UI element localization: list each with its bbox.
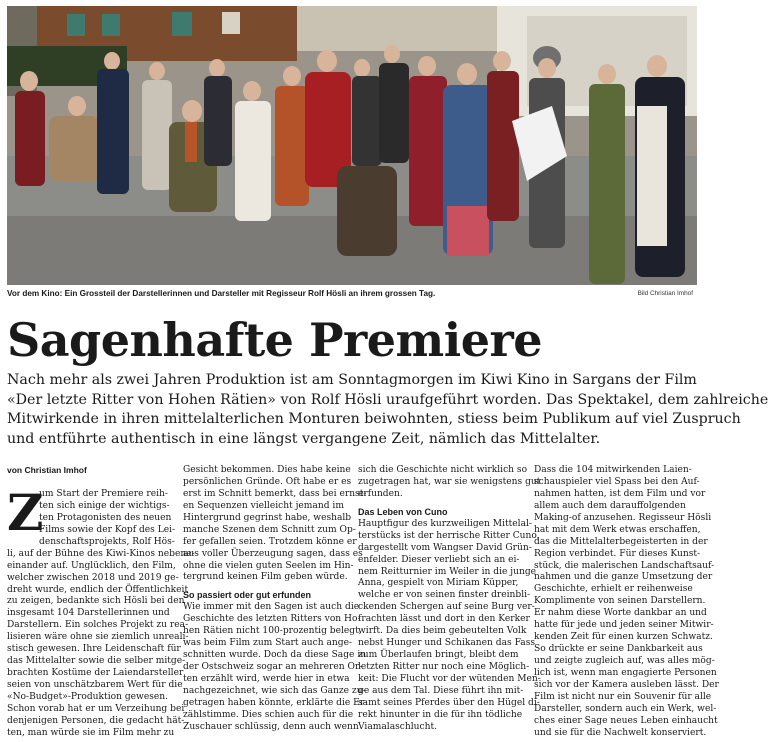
text-line: Dass die 104 mitwirkenden Laien- xyxy=(534,465,692,475)
text-line: zum Überlaufen bringt, bleibt dem xyxy=(358,650,519,661)
text-line: persönlichen Gründe. Oft habe er es xyxy=(183,476,352,487)
text-line: nem Reitturnier im Weiler in die junge xyxy=(358,566,537,577)
text-line: hat mit dem Werk etwas erschaffen, xyxy=(534,524,701,535)
text-line: nebst Hunger und Schikanen das Fass xyxy=(358,638,536,649)
lead-line: und entführte authentisch in eine längst vergangene Zeit, nämlich das Mittelalter. xyxy=(7,430,601,447)
text-line: was beim Film zum Start auch ange- xyxy=(183,638,353,649)
text-line: Geschichte des letzten Ritters von Ho- xyxy=(183,614,361,625)
text-line: Schon vorab hat er um Verzeihung bei xyxy=(7,703,185,714)
text-line: Wie immer mit den Sagen ist auch die xyxy=(183,602,360,613)
text-line: Er nahm diese Worte dankbar an und xyxy=(534,608,707,619)
text-line: ten erzählt wird, werde hier in etwa xyxy=(183,673,350,684)
text-line: rekt hinunter in die für ihn tödliche xyxy=(358,709,523,720)
text-line: tergrund keinen Film geben würde. xyxy=(183,572,348,583)
text-line: hatte für jede und jeden seiner Mitwir- xyxy=(534,620,714,631)
article-headline: Sagenhafte Premiere xyxy=(7,313,542,367)
text-line: dreht wurde, endlich der Öffentlichkeit xyxy=(7,584,189,595)
text-line: nachgezeichnet, wie sich das Ganze zu- xyxy=(183,685,366,696)
text-line: stück, die malerischen Landschaftsauf- xyxy=(534,560,715,571)
article-column-1 xyxy=(7,483,195,740)
text-line: welcher zwischen 2018 und 2019 ge- xyxy=(7,572,179,583)
article-column-2 xyxy=(183,465,368,734)
text-line: terstücks ist der herrische Ritter Cuno, xyxy=(358,530,540,541)
text-line: zugetragen hat, war sie wenigstens gut xyxy=(358,476,541,487)
text-line: zählstimme. Dies schien auch für die xyxy=(183,709,354,720)
text-line: und sie für die Nachwelt konserviert. xyxy=(534,727,707,738)
text-line: So drückte er seine Dankbarkeit aus xyxy=(534,644,703,655)
text-line: enfelder. Dieser verliebt sich an ei- xyxy=(358,554,520,565)
text-line: Region verbindet. Für dieses Kunst- xyxy=(534,548,701,559)
text-line: nahmen und die ganze Umsetzung der xyxy=(534,572,713,583)
drop-cap: Z xyxy=(7,483,44,542)
text-line: aus voller Überzeugung sagen, dass es xyxy=(183,548,363,559)
photo-credit: Bild Christian Imhof xyxy=(637,290,693,297)
text-line: der Ostschweiz sogar an mehreren Or- xyxy=(183,662,363,672)
text-line: ohne die vielen guten Seelen im Hin- xyxy=(183,560,354,571)
text-line: denschaftsprojekts, Rolf Hös- xyxy=(39,536,175,547)
text-line: getragen haben könnte, erklärte die Er- xyxy=(183,697,368,708)
text-line: ten Protagonisten des neuen xyxy=(39,512,172,523)
text-line: fer gefallen seien. Trotzdem könne er xyxy=(183,536,357,547)
text-line: frachten lässt und dort in den Kerker xyxy=(358,614,530,625)
text-line: Darsteller, sondern auch ein Werk, wel- xyxy=(534,703,717,714)
text-line: lisieren wäre ohne sie ziemlich unreali- xyxy=(7,632,189,643)
text-line: stisch gewesen. Ihre Leidenschaft für xyxy=(7,644,181,655)
text-line: «No-Budget»-Produktion gewesen. xyxy=(7,691,169,702)
text-line: Film ist nicht nur ein Souvenir für alle xyxy=(534,691,712,702)
text-line: sich vor der Kamera ausleben lässt. Der xyxy=(534,679,719,690)
text-line: Komplimente von seinen Darstellern. xyxy=(534,596,706,607)
text-line: Zuschauer schlüssig, denn auch wenn xyxy=(183,721,359,732)
photo-caption: Vor dem Kino: Ein Grossteil der Darstellerinnen und Darsteller mit Regisseur Rolf Hösli an ihrem grossen Tag. xyxy=(7,289,436,298)
text-line: samt seines Pferdes über den Hügel di- xyxy=(358,697,540,708)
text-line: Making-of anzusehen. Regisseur Hösli xyxy=(534,512,712,523)
text-line: einander auf. Unglücklich, den Film, xyxy=(7,560,176,571)
text-line: denjenigen Personen, die gedacht hät- xyxy=(7,715,185,726)
subheading-so-passiert: So passiert oder gut erfunden xyxy=(183,590,312,601)
text-line: erfunden. xyxy=(358,488,403,499)
byline: von Christian Imhof xyxy=(7,465,87,475)
lead-line: Mitwirkende in ihren mittelalterlichen Monturen beiwohnten, stiess beim Publikum auf viel Zuspruch xyxy=(7,411,741,427)
text-line: das Mittelalter sowie die selber mitge- xyxy=(7,656,186,667)
text-line: manche Szenen dem Schnitt zum Op- xyxy=(183,524,356,535)
text-line: letzten Ritter nur noch eine Möglich- xyxy=(358,662,530,672)
text-line: kenden Zeit für einen kurzen Schwatz. xyxy=(534,632,713,643)
text-line: brachten Kostüme der Laiendarsteller xyxy=(7,668,184,679)
text-line: insgesamt 104 Darstellerinnen und xyxy=(7,608,170,619)
text-line: schauspieler viel Spass bei den Auf- xyxy=(534,476,700,487)
text-line: welche er von seinen finster dreinbli- xyxy=(358,590,531,601)
lead-line: Nach mehr als zwei Jahren Produktion ist am Sonntagmorgen im Kiwi Kino in Sargans der Film xyxy=(7,372,697,388)
text-line: lich ist, wenn man engagierte Personen xyxy=(534,667,717,678)
text-line: Anna, gespielt von Miriam Küpper, xyxy=(358,578,519,589)
text-line: seien von unschätzbarem Wert für die xyxy=(7,680,183,690)
text-line: erst im Schnitt bemerkt, dass bei ernst- xyxy=(183,488,367,499)
text-line: das die Mittelalterbegeisterten in der xyxy=(534,536,708,547)
text-line: li, auf der Bühne des Kiwi-Kinos nebene- xyxy=(7,548,195,559)
subheading-leben-von-cuno: Das Leben von Cuno xyxy=(358,506,448,517)
text-line: Hintergrund gegrinst habe, weshalb xyxy=(183,512,352,523)
article-lead xyxy=(7,371,768,449)
text-line: en Sequenzen vielleicht jemand im xyxy=(183,500,344,511)
group-photo xyxy=(7,6,697,285)
text-line: Viamalaschlucht. xyxy=(358,721,437,732)
text-line: Gesicht bekommen. Dies habe keine xyxy=(183,465,351,475)
article-column-4 xyxy=(534,465,719,740)
text-line: Films sowie der Kopf des Lei- xyxy=(39,524,176,535)
text-line: Hauptfigur des kurzweiligen Mittelal- xyxy=(358,518,532,529)
text-line: ge aus dem Tal. Diese führt ihn mit- xyxy=(358,685,524,696)
text-line: Geschichte, erhielt er reihenweise xyxy=(534,584,693,595)
text-line: schnitten wurde. Doch da diese Sage in xyxy=(183,650,367,661)
text-line: ches einer Sage neues Leben einhaucht xyxy=(534,715,718,726)
text-line: ckenden Schergen auf seine Burg ver- xyxy=(358,602,535,613)
text-line: keit: Die Flucht vor der wütenden Men- xyxy=(358,673,541,684)
text-line: und zeigte zugleich auf, was alles mög- xyxy=(534,656,715,666)
text-line: allem auch dem darauffolgenden xyxy=(534,500,686,511)
text-line: dargestellt vom Wangser David Grün- xyxy=(358,542,532,553)
text-line: zu zeigen, bedankte sich Hösli bei den xyxy=(7,596,185,607)
text-line: hen Rätien nicht 100-prozentig belegt, xyxy=(183,626,362,637)
text-line: nahmen hatten, ist dem Film und vor xyxy=(534,488,706,499)
text-line: ten, man würde sie im Film mehr zu xyxy=(7,727,175,738)
lead-line: «Der letzte Ritter von Hohen Rätien» von Rolf Hösli uraufgeführt worden. Das Spektakel, dem zahlreiche xyxy=(7,391,768,408)
text-line: sich die Geschichte nicht wirklich so xyxy=(358,465,528,475)
text-line: um Start der Premiere reih- xyxy=(39,489,168,499)
photo-caption-bar xyxy=(7,289,697,302)
article-column-3 xyxy=(358,465,541,734)
text-line: wirft. Da dies beim gebeutelten Volk xyxy=(358,626,527,637)
text-line: ten sich einige der wichtigs- xyxy=(39,500,170,511)
text-line: Darstellern. Ein solches Projekt zu rea- xyxy=(7,620,189,631)
